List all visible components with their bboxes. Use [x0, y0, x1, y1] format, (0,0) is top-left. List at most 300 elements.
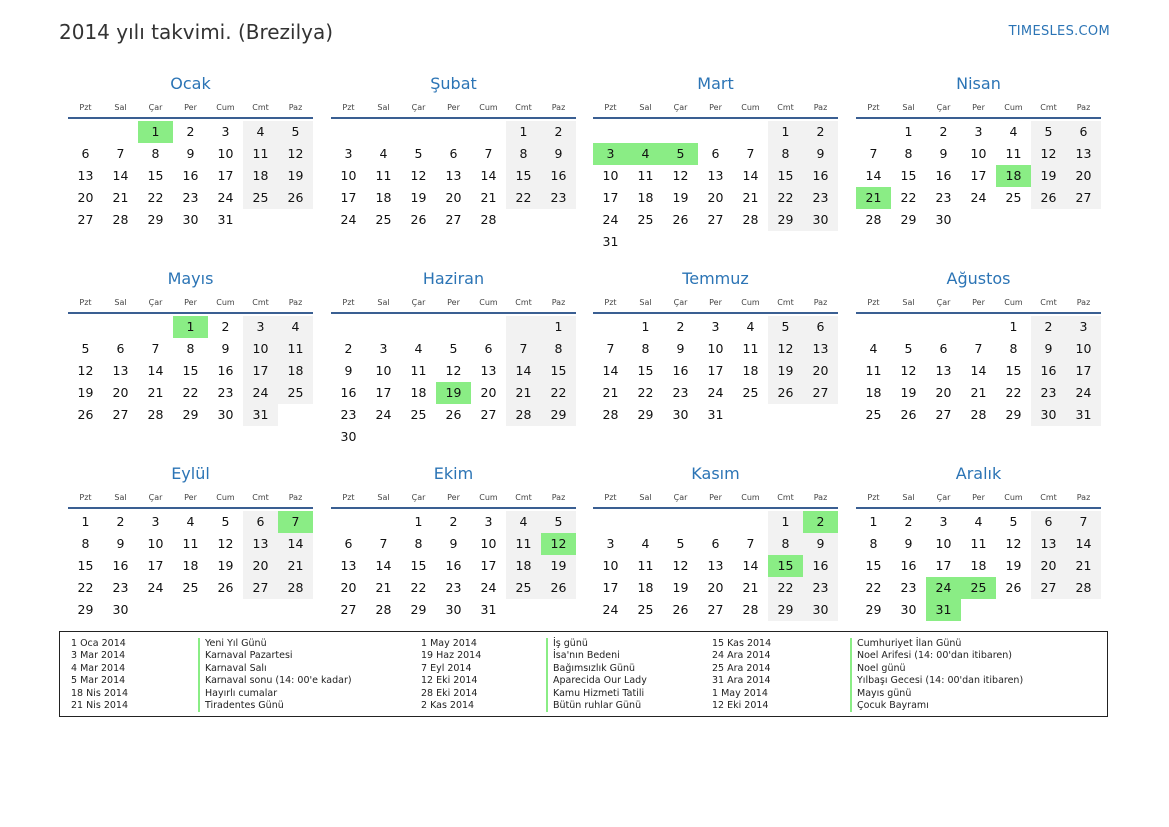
- day-cell: 31: [602, 234, 619, 249]
- empty-cell: [278, 404, 313, 426]
- day-cell: 4: [414, 341, 423, 356]
- empty-cell: [733, 121, 768, 143]
- weekday-label: Pzt: [867, 297, 880, 307]
- day-cell: 3: [379, 341, 388, 356]
- weekday-label: Pzt: [604, 102, 617, 112]
- empty-cell: [436, 316, 471, 338]
- month-title: Şubat: [430, 74, 477, 93]
- day-cell: 20: [480, 385, 497, 400]
- day-grid: [856, 121, 1101, 231]
- empty-cell: [366, 426, 401, 448]
- day-cell: 19: [1031, 165, 1066, 187]
- day-grid: [68, 511, 313, 621]
- day-cell: 24: [243, 382, 278, 404]
- empty-cell: [506, 316, 541, 338]
- day-cell: 17: [147, 558, 164, 573]
- day-cell: 9: [344, 363, 353, 378]
- header-divider: [68, 117, 313, 119]
- day-cell: 16: [112, 558, 129, 573]
- day-cell: 28: [375, 602, 392, 617]
- weekday-label: Pzt: [79, 492, 92, 502]
- weekday-header: [68, 293, 313, 311]
- weekday-label: Sal: [377, 492, 390, 502]
- day-cell: 10: [147, 536, 164, 551]
- weekday-label: Per: [184, 492, 197, 502]
- day-cell: 3: [221, 124, 230, 139]
- empty-cell: [803, 404, 838, 426]
- empty-cell: [208, 599, 243, 621]
- day-cell: 16: [340, 385, 357, 400]
- empty-cell: [366, 316, 401, 338]
- day-cell: 27: [1031, 577, 1066, 599]
- legend-holiday-name: İş günü: [546, 638, 647, 650]
- empty-cell: [138, 316, 173, 338]
- legend-date: 3 Mar 2014: [71, 650, 126, 662]
- legend-date: 25 Ara 2014: [712, 662, 771, 674]
- weekday-header: [331, 293, 576, 311]
- day-cell: 18: [243, 165, 278, 187]
- day-cell: 4: [746, 319, 755, 334]
- day-cell: 27: [243, 577, 278, 599]
- day-cell: 16: [672, 363, 689, 378]
- day-cell: 29: [900, 212, 917, 227]
- day-cell: 12: [541, 533, 576, 555]
- day-cell: 2: [541, 121, 576, 143]
- weekday-header: [593, 293, 838, 311]
- weekday-label: Sal: [377, 102, 390, 112]
- empty-cell: [663, 231, 698, 253]
- weekday-label: Per: [709, 102, 722, 112]
- day-cell: 18: [506, 555, 541, 577]
- month-block: [331, 268, 576, 448]
- day-cell: 3: [593, 143, 628, 165]
- day-cell: 23: [112, 580, 129, 595]
- day-cell: 14: [278, 533, 313, 555]
- legend-holiday-name: Karnaval Pazartesi: [198, 650, 352, 662]
- day-cell: 21: [1066, 555, 1101, 577]
- day-cell: 1: [541, 316, 576, 338]
- day-cell: 7: [278, 511, 313, 533]
- day-cell: 16: [541, 165, 576, 187]
- day-cell: 28: [1066, 577, 1101, 599]
- weekday-label: Paz: [551, 102, 566, 112]
- day-cell: 8: [81, 536, 90, 551]
- day-cell: 11: [637, 168, 654, 183]
- empty-cell: [138, 599, 173, 621]
- day-grid: [331, 316, 576, 448]
- day-cell: 4: [506, 511, 541, 533]
- day-cell: 8: [641, 341, 650, 356]
- day-cell: 8: [541, 338, 576, 360]
- day-cell: 17: [375, 385, 392, 400]
- day-cell: 4: [628, 143, 663, 165]
- day-cell: 12: [672, 558, 689, 573]
- day-cell: 4: [1009, 124, 1018, 139]
- day-cell: 13: [112, 363, 129, 378]
- empty-cell: [768, 404, 803, 426]
- weekday-label: Cmt: [252, 492, 269, 502]
- day-cell: 22: [637, 385, 654, 400]
- day-cell: 30: [935, 212, 952, 227]
- day-cell: 14: [1066, 533, 1101, 555]
- day-cell: 25: [375, 212, 392, 227]
- day-cell: 16: [900, 558, 917, 573]
- header-divider: [68, 507, 313, 509]
- weekday-label: Sal: [902, 102, 915, 112]
- day-cell: 29: [637, 407, 654, 422]
- weekday-label: Çar: [936, 492, 951, 502]
- day-cell: 20: [1031, 555, 1066, 577]
- legend-date: 1 Oca 2014: [71, 638, 126, 649]
- day-cell: 21: [742, 190, 759, 205]
- day-cell: 18: [182, 558, 199, 573]
- weekday-label: Pzt: [867, 492, 880, 502]
- day-cell: 22: [147, 190, 164, 205]
- day-cell: 21: [112, 190, 129, 205]
- day-cell: 23: [1031, 382, 1066, 404]
- day-cell: 1: [641, 319, 650, 334]
- empty-cell: [506, 599, 541, 621]
- weekday-label: Cum: [479, 297, 498, 307]
- weekday-label: Cmt: [515, 492, 532, 502]
- day-cell: 12: [217, 536, 234, 551]
- empty-cell: [961, 316, 996, 338]
- day-cell: 21: [147, 385, 164, 400]
- day-cell: 14: [147, 363, 164, 378]
- day-cell: 5: [768, 316, 803, 338]
- empty-cell: [103, 316, 138, 338]
- day-cell: 3: [243, 316, 278, 338]
- weekday-label: Paz: [288, 297, 303, 307]
- empty-cell: [733, 404, 768, 426]
- day-grid: [593, 511, 838, 621]
- weekday-label: Cum: [1004, 102, 1023, 112]
- day-cell: 1: [869, 514, 878, 529]
- day-cell: 7: [746, 536, 755, 551]
- empty-cell: [1066, 209, 1101, 231]
- day-cell: 12: [77, 363, 94, 378]
- day-cell: 4: [974, 514, 983, 529]
- header-divider: [593, 507, 838, 509]
- day-cell: 6: [116, 341, 125, 356]
- day-cell: 9: [116, 536, 125, 551]
- day-cell: 25: [182, 580, 199, 595]
- day-cell: 13: [707, 558, 724, 573]
- month-title: Kasım: [691, 464, 740, 483]
- day-cell: 27: [803, 382, 838, 404]
- day-cell: 17: [935, 558, 952, 573]
- month-block: [68, 73, 313, 231]
- weekday-label: Pzt: [342, 102, 355, 112]
- day-cell: 12: [1005, 536, 1022, 551]
- day-cell: 27: [935, 407, 952, 422]
- day-cell: 22: [182, 385, 199, 400]
- legend-date: 28 Eki 2014: [421, 687, 478, 699]
- day-cell: 7: [506, 338, 541, 360]
- day-cell: 8: [768, 143, 803, 165]
- weekday-label: Pzt: [342, 492, 355, 502]
- legend-date: 7 Eyl 2014: [421, 662, 472, 674]
- weekday-label: Per: [184, 102, 197, 112]
- weekday-label: Cmt: [1040, 102, 1057, 112]
- weekday-header: [856, 488, 1101, 506]
- day-cell: 13: [1031, 533, 1066, 555]
- day-cell: 19: [77, 385, 94, 400]
- header-divider: [331, 312, 576, 314]
- weekday-label: Cum: [1004, 297, 1023, 307]
- day-cell: 25: [961, 577, 996, 599]
- day-cell: 14: [742, 168, 759, 183]
- day-cell: 13: [445, 168, 462, 183]
- day-cell: 11: [182, 536, 199, 551]
- day-cell: 27: [1066, 187, 1101, 209]
- empty-cell: [593, 511, 628, 533]
- day-cell: 4: [278, 316, 313, 338]
- day-cell: 26: [410, 212, 427, 227]
- empty-cell: [243, 209, 278, 231]
- day-cell: 22: [865, 580, 882, 595]
- day-cell: 25: [1005, 190, 1022, 205]
- day-cell: 6: [1066, 121, 1101, 143]
- day-cell: 10: [602, 558, 619, 573]
- header-divider: [331, 117, 576, 119]
- weekday-label: Pzt: [604, 297, 617, 307]
- day-cell: 23: [900, 580, 917, 595]
- legend-holiday-name: Noel Arifesi (14: 00'dan itibaren): [850, 650, 1023, 662]
- day-cell: 23: [182, 190, 199, 205]
- day-cell: 10: [970, 146, 987, 161]
- empty-cell: [436, 426, 471, 448]
- day-cell: 16: [182, 168, 199, 183]
- empty-cell: [541, 426, 576, 448]
- empty-cell: [768, 231, 803, 253]
- day-cell: 26: [672, 602, 689, 617]
- legend-holiday-name: İsa'nın Bedeni: [546, 650, 647, 662]
- month-block: [593, 268, 838, 426]
- day-cell: 8: [506, 143, 541, 165]
- empty-cell: [733, 231, 768, 253]
- day-cell: 17: [480, 558, 497, 573]
- weekday-label: Paz: [1076, 102, 1091, 112]
- day-cell: 12: [1031, 143, 1066, 165]
- day-cell: 9: [186, 146, 195, 161]
- day-cell: 10: [375, 363, 392, 378]
- weekday-label: Paz: [288, 492, 303, 502]
- day-cell: 20: [935, 385, 952, 400]
- day-cell: 11: [278, 338, 313, 360]
- day-cell: 19: [900, 385, 917, 400]
- day-cell: 31: [480, 602, 497, 617]
- day-cell: 18: [637, 580, 654, 595]
- empty-cell: [366, 511, 401, 533]
- day-cell: 19: [436, 382, 471, 404]
- day-cell: 30: [182, 212, 199, 227]
- legend-holiday-name: Mayıs günü: [850, 688, 1023, 700]
- month-title: Haziran: [422, 269, 485, 288]
- day-cell: 5: [449, 341, 458, 356]
- weekday-label: Paz: [1076, 297, 1091, 307]
- day-cell: 22: [541, 382, 576, 404]
- day-cell: 1: [81, 514, 90, 529]
- month-title: Ağustos: [946, 269, 1011, 288]
- empty-cell: [663, 121, 698, 143]
- day-cell: 20: [1066, 165, 1101, 187]
- day-cell: 5: [414, 146, 423, 161]
- day-cell: 17: [602, 190, 619, 205]
- day-cell: 2: [676, 319, 685, 334]
- weekday-label: Cum: [479, 492, 498, 502]
- day-cell: 19: [541, 555, 576, 577]
- weekday-label: Cmt: [777, 492, 794, 502]
- day-cell: 3: [151, 514, 160, 529]
- weekday-label: Cum: [216, 102, 235, 112]
- day-cell: 2: [116, 514, 125, 529]
- day-cell: 15: [637, 363, 654, 378]
- empty-cell: [401, 316, 436, 338]
- day-cell: 3: [606, 536, 615, 551]
- legend-holiday-name: Yılbaşı Gecesi (14: 00'dan itibaren): [850, 675, 1023, 687]
- month-block: [593, 73, 838, 253]
- weekday-label: Paz: [551, 297, 566, 307]
- month-title: Mart: [697, 74, 734, 93]
- weekday-label: Cmt: [252, 102, 269, 112]
- day-cell: 22: [1005, 385, 1022, 400]
- legend-holiday-name: Bütün ruhlar Günü: [546, 700, 647, 712]
- day-cell: 9: [803, 533, 838, 555]
- legend-holiday-name: Çocuk Bayramı: [850, 700, 1023, 712]
- day-cell: 29: [865, 602, 882, 617]
- day-cell: 15: [410, 558, 427, 573]
- header-divider: [593, 117, 838, 119]
- day-cell: 7: [379, 536, 388, 551]
- month-title: Eylül: [171, 464, 210, 483]
- weekday-label: Sal: [639, 297, 652, 307]
- day-cell: 8: [151, 146, 160, 161]
- day-cell: 22: [77, 580, 94, 595]
- day-cell: 22: [506, 187, 541, 209]
- day-cell: 11: [637, 558, 654, 573]
- day-cell: 1: [414, 514, 423, 529]
- day-cell: 16: [1031, 360, 1066, 382]
- day-cell: 9: [939, 146, 948, 161]
- day-cell: 14: [865, 168, 882, 183]
- weekday-label: Paz: [813, 297, 828, 307]
- day-cell: 10: [707, 341, 724, 356]
- day-cell: 7: [606, 341, 615, 356]
- weekday-label: Sal: [902, 297, 915, 307]
- day-grid: [856, 316, 1101, 426]
- day-cell: 25: [243, 187, 278, 209]
- weekday-label: Paz: [288, 102, 303, 112]
- month-title: Ocak: [170, 74, 211, 93]
- legend-dates-column-3: [712, 638, 771, 712]
- weekday-label: Çar: [148, 492, 163, 502]
- day-cell: 12: [768, 338, 803, 360]
- weekday-label: Per: [972, 492, 985, 502]
- day-cell: 4: [641, 536, 650, 551]
- empty-cell: [698, 511, 733, 533]
- weekday-header: [856, 98, 1101, 116]
- weekday-label: Cum: [479, 102, 498, 112]
- day-cell: 5: [1031, 121, 1066, 143]
- day-cell: 15: [182, 363, 199, 378]
- empty-cell: [103, 121, 138, 143]
- empty-cell: [961, 599, 996, 621]
- day-cell: 3: [344, 146, 353, 161]
- empty-cell: [1066, 599, 1101, 621]
- day-cell: 30: [672, 407, 689, 422]
- month-title: Ekim: [433, 464, 474, 483]
- day-cell: 17: [707, 363, 724, 378]
- day-cell: 11: [243, 143, 278, 165]
- day-cell: 2: [449, 514, 458, 529]
- empty-cell: [401, 426, 436, 448]
- empty-cell: [1031, 599, 1066, 621]
- day-grid: [68, 316, 313, 426]
- day-cell: 21: [742, 580, 759, 595]
- day-cell: 24: [602, 212, 619, 227]
- day-cell: 18: [970, 558, 987, 573]
- day-cell: 29: [768, 599, 803, 621]
- empty-cell: [856, 316, 891, 338]
- legend-date: 1 May 2014: [421, 638, 477, 649]
- weekday-label: Cum: [216, 492, 235, 502]
- day-cell: 29: [541, 404, 576, 426]
- empty-cell: [471, 426, 506, 448]
- month-block: [331, 73, 576, 231]
- day-cell: 3: [484, 514, 493, 529]
- day-cell: 26: [217, 580, 234, 595]
- day-cell: 17: [1066, 360, 1101, 382]
- weekday-label: Cmt: [252, 297, 269, 307]
- day-cell: 28: [278, 577, 313, 599]
- day-cell: 21: [856, 187, 891, 209]
- day-cell: 5: [1009, 514, 1018, 529]
- weekday-label: Çar: [411, 297, 426, 307]
- day-cell: 14: [112, 168, 129, 183]
- day-cell: 6: [243, 511, 278, 533]
- day-cell: 8: [904, 146, 913, 161]
- weekday-label: Cum: [216, 297, 235, 307]
- legend-date: 12 Eki 2014: [712, 699, 769, 711]
- day-cell: 6: [939, 341, 948, 356]
- brand-link[interactable]: TIMESLES.COM: [1008, 24, 1110, 39]
- day-cell: 11: [742, 341, 759, 356]
- legend-date: 12 Eki 2014: [421, 675, 478, 687]
- weekday-label: Sal: [639, 102, 652, 112]
- header-divider: [331, 507, 576, 509]
- legend-holiday-name: Karnaval sonu (14: 00'e kadar): [198, 675, 352, 687]
- day-cell: 14: [970, 363, 987, 378]
- legend-date: 4 Mar 2014: [71, 662, 126, 674]
- day-cell: 1: [768, 121, 803, 143]
- day-cell: 24: [375, 407, 392, 422]
- weekday-header: [331, 98, 576, 116]
- legend-holiday-name: Hayırlı cumalar: [198, 688, 352, 700]
- weekday-label: Sal: [114, 297, 127, 307]
- day-cell: 2: [1031, 316, 1066, 338]
- empty-cell: [856, 121, 891, 143]
- day-cell: 1: [506, 121, 541, 143]
- month-title: Mayıs: [167, 269, 214, 288]
- day-cell: 16: [935, 168, 952, 183]
- day-cell: 13: [935, 363, 952, 378]
- legend-holiday-name: Kamu Hizmeti Tatili: [546, 688, 647, 700]
- weekday-label: Cum: [741, 297, 760, 307]
- day-cell: 11: [970, 536, 987, 551]
- weekday-label: Paz: [813, 102, 828, 112]
- day-cell: 29: [182, 407, 199, 422]
